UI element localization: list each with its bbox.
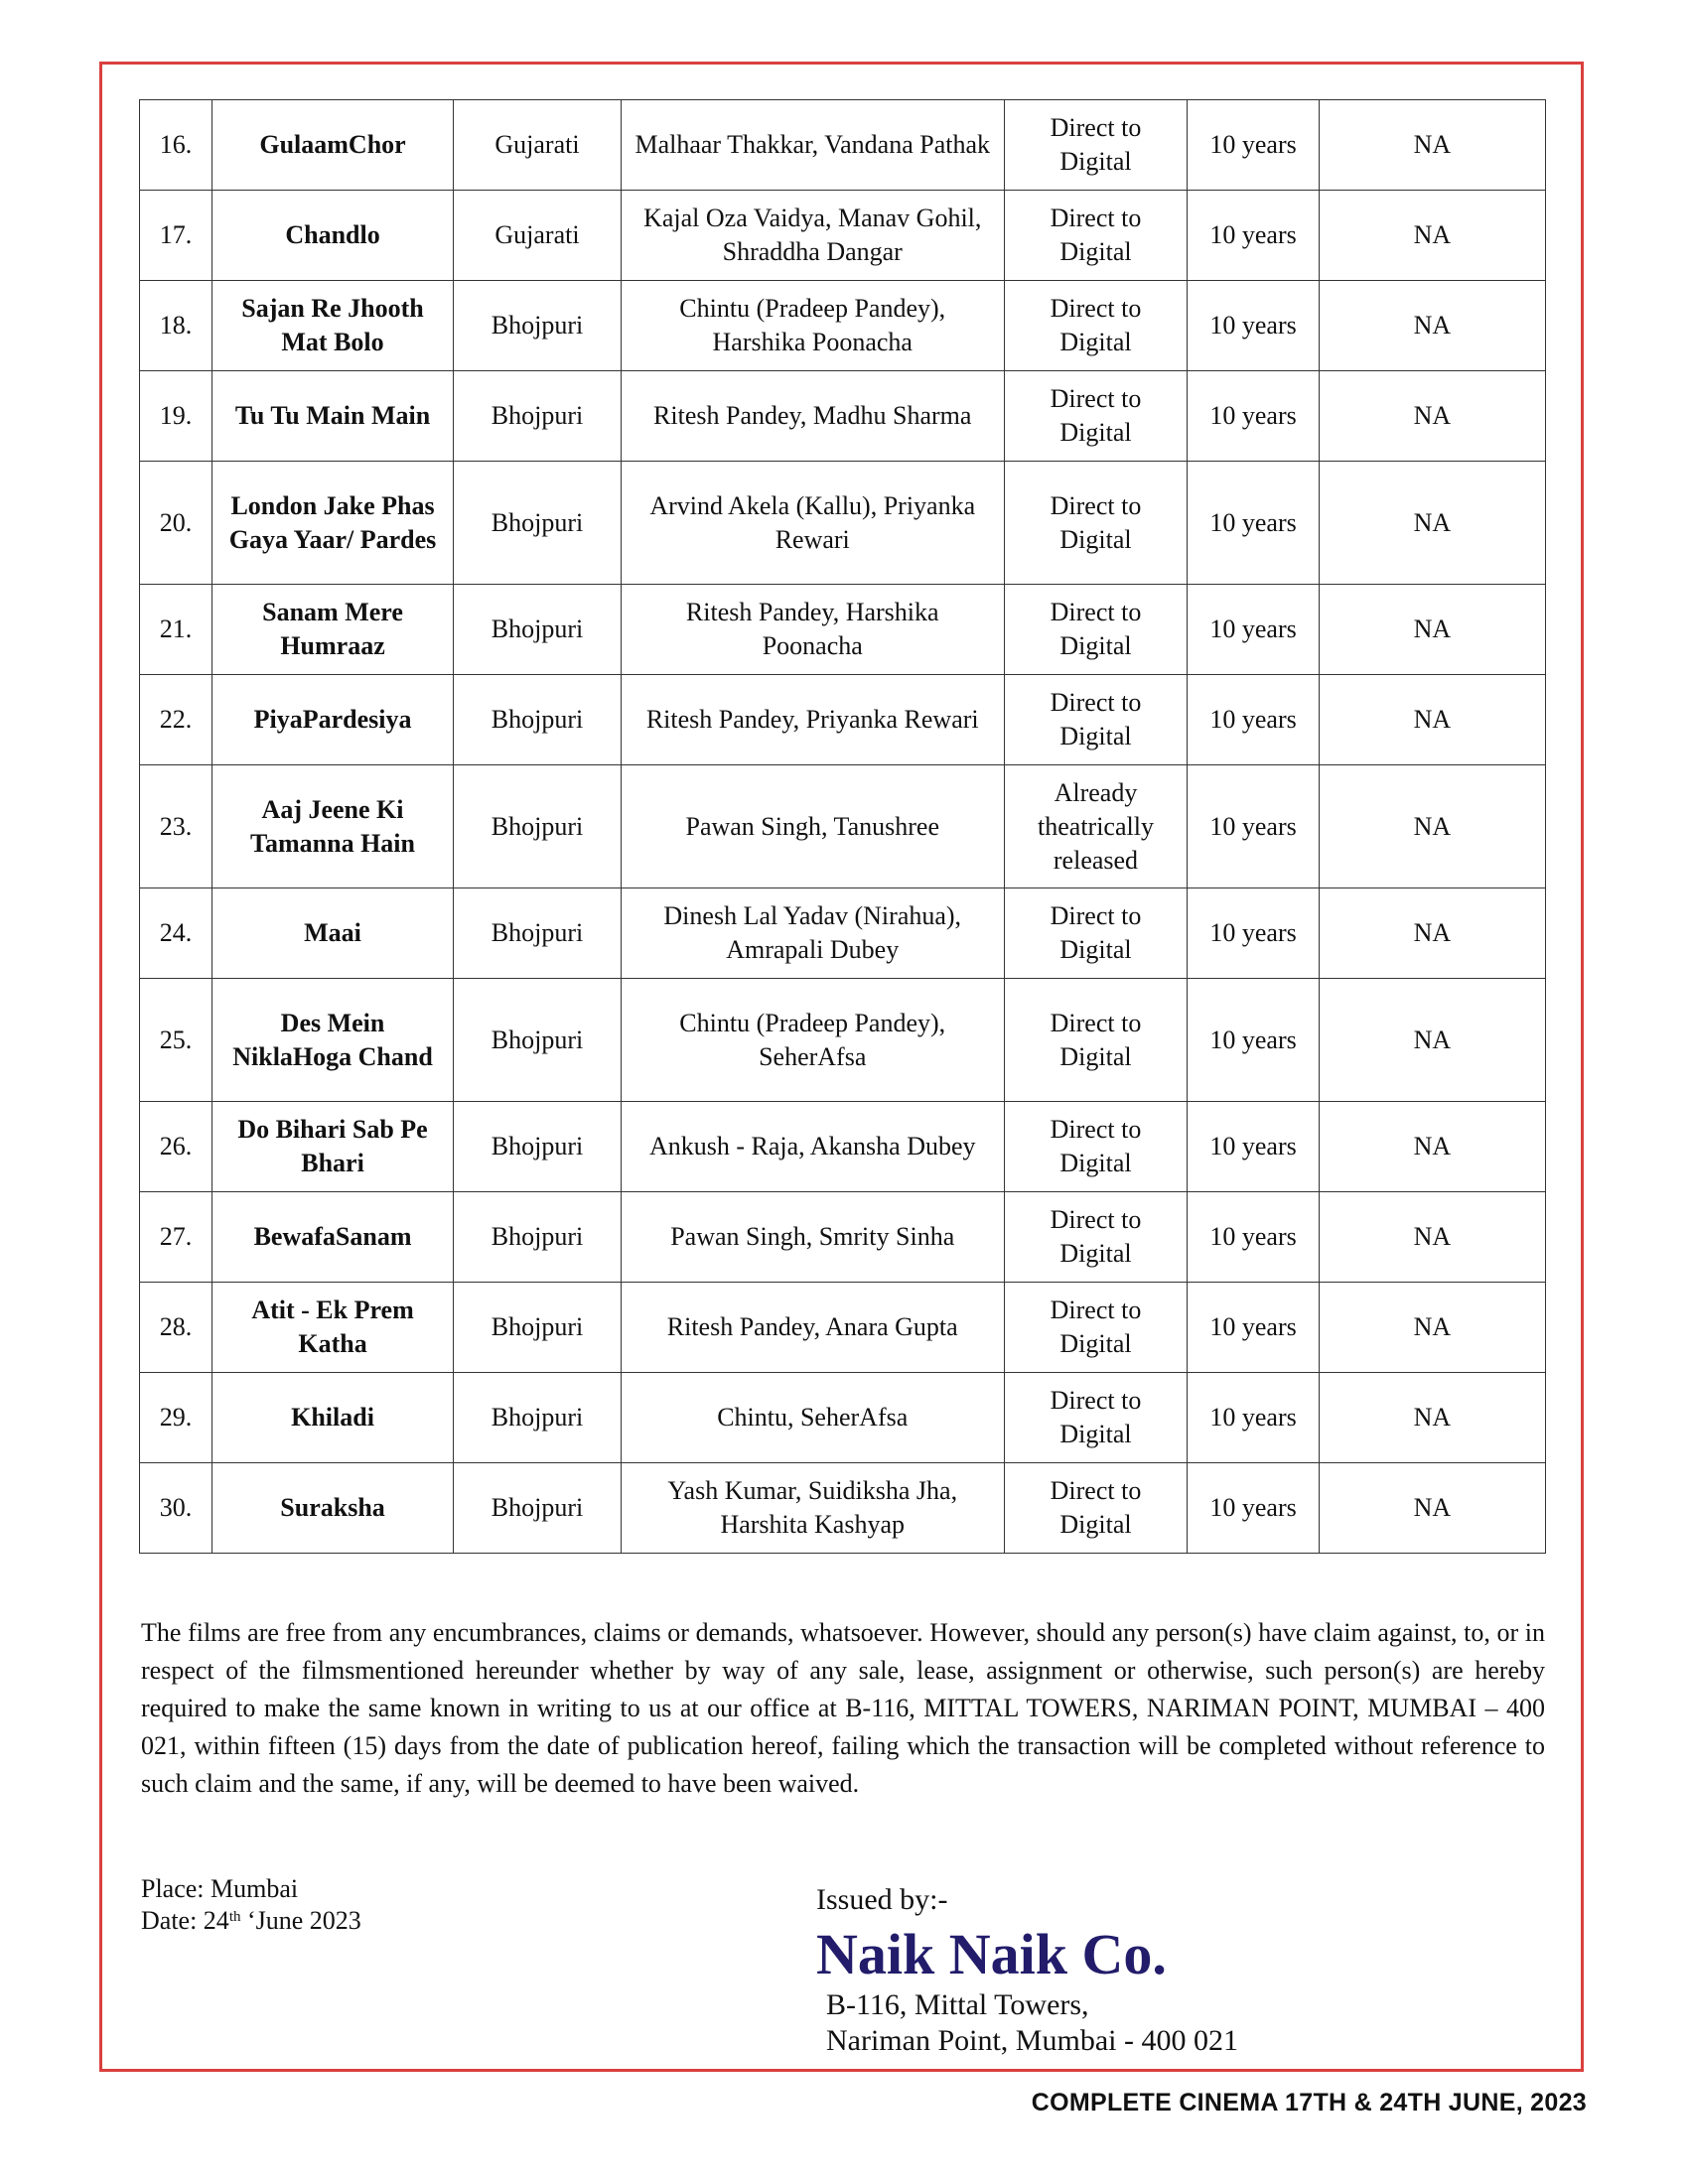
date-ordinal: th (228, 1909, 241, 1925)
table-row (140, 765, 1546, 888)
release-mode-cell: Direct to Digital (1004, 1283, 1188, 1373)
film-title-cell: Aaj Jeene Ki Tamanna Hain (212, 765, 454, 888)
table-row (140, 979, 1546, 1102)
remarks-cell: NA (1319, 1283, 1545, 1373)
remarks-cell: NA (1319, 100, 1545, 191)
film-title-cell: GulaamChor (212, 100, 454, 191)
serial-number-cell: 24. (140, 888, 212, 979)
release-mode-cell: Direct to Digital (1004, 675, 1188, 765)
cast-cell: Chintu (Pradeep Pandey), Harshika Poonacha (621, 281, 1004, 371)
term-cell: 10 years (1188, 281, 1319, 371)
cast-cell: Ritesh Pandey, Priyanka Rewari (621, 675, 1004, 765)
cast-cell: Pawan Singh, Smrity Sinha (621, 1192, 1004, 1283)
publication-footer: COMPLETE CINEMA 17TH & 24TH JUNE, 2023 (1031, 2089, 1587, 2116)
term-cell: 10 years (1188, 1463, 1319, 1554)
serial-number-cell: 30. (140, 1463, 212, 1554)
table-row (140, 675, 1546, 765)
cast-cell: Pawan Singh, Tanushree (621, 765, 1004, 888)
table-row (140, 281, 1546, 371)
release-mode-cell: Direct to Digital (1004, 281, 1188, 371)
cast-cell: Dinesh Lal Yadav (Nirahua), Amrapali Dubey (621, 888, 1004, 979)
language-cell: Bhojpuri (454, 585, 622, 675)
cast-cell: Malhaar Thakkar, Vandana Pathak (621, 100, 1004, 191)
language-cell: Gujarati (454, 191, 622, 281)
cast-cell: Ritesh Pandey, Anara Gupta (621, 1283, 1004, 1373)
remarks-cell: NA (1319, 371, 1545, 462)
remarks-cell: NA (1319, 1463, 1545, 1554)
language-cell: Bhojpuri (454, 1373, 622, 1463)
term-cell: 10 years (1188, 765, 1319, 888)
serial-number-cell: 29. (140, 1373, 212, 1463)
term-cell: 10 years (1188, 1102, 1319, 1192)
remarks-cell: NA (1319, 462, 1545, 585)
serial-number-cell: 18. (140, 281, 212, 371)
remarks-cell: NA (1319, 191, 1545, 281)
issuer-address-line2: Nariman Point, Mumbai - 400 021 (826, 2024, 1238, 2057)
serial-number-cell: 28. (140, 1283, 212, 1373)
term-cell: 10 years (1188, 1283, 1319, 1373)
table-row (140, 1192, 1546, 1283)
serial-number-cell: 27. (140, 1192, 212, 1283)
film-title-cell: PiyaPardesiya (212, 675, 454, 765)
term-cell: 10 years (1188, 888, 1319, 979)
release-mode-cell: Direct to Digital (1004, 888, 1188, 979)
cast-cell: Ritesh Pandey, Harshika Poonacha (621, 585, 1004, 675)
table-row (140, 371, 1546, 462)
claims-notice: The films are free from any encumbrances, claims or demands, whatsoever. However, should any person(s) have claim against, to, or in respect of the filmsmentioned hereunder whether by way of any sale, lease, assignment or otherwise, such person(s) are hereby required to make the same known in writing to us at our office at B-116, MITTAL TOWERS, NARIMAN POINT, MUMBAI – 400 021, within fifteen (15) days from the date of publication hereof, failing which the transaction will be completed without reference to such claim and the same, if any, will be deemed to have been waived. (141, 1618, 1545, 1798)
term-cell: 10 years (1188, 675, 1319, 765)
term-cell: 10 years (1188, 1192, 1319, 1283)
release-mode-cell: Direct to Digital (1004, 585, 1188, 675)
term-cell: 10 years (1188, 1373, 1319, 1463)
film-title-cell: Tu Tu Main Main (212, 371, 454, 462)
serial-number-cell: 21. (140, 585, 212, 675)
language-cell: Bhojpuri (454, 281, 622, 371)
cast-cell: Chintu, SeherAfsa (621, 1373, 1004, 1463)
remarks-cell: NA (1319, 1192, 1545, 1283)
language-cell: Bhojpuri (454, 1192, 622, 1283)
serial-number-cell: 25. (140, 979, 212, 1102)
serial-number-cell: 22. (140, 675, 212, 765)
cast-cell: Kajal Oza Vaidya, Manav Gohil, Shraddha Dangar (621, 191, 1004, 281)
film-title-cell: Khiladi (212, 1373, 454, 1463)
term-cell: 10 years (1188, 371, 1319, 462)
release-mode-cell: Direct to Digital (1004, 1463, 1188, 1554)
language-cell: Gujarati (454, 100, 622, 191)
cast-cell: Ankush - Raja, Akansha Dubey (621, 1102, 1004, 1192)
film-title-cell: Sajan Re Jhooth Mat Bolo (212, 281, 454, 371)
date-rest: ‘June 2023 (240, 1906, 361, 1935)
films-table-body (140, 100, 1546, 1554)
serial-number-cell: 19. (140, 371, 212, 462)
language-cell: Bhojpuri (454, 888, 622, 979)
remarks-cell: NA (1319, 1373, 1545, 1463)
release-mode-cell: Direct to Digital (1004, 979, 1188, 1102)
table-row (140, 1283, 1546, 1373)
term-cell: 10 years (1188, 462, 1319, 585)
film-title-cell: BewafaSanam (212, 1192, 454, 1283)
issuer-address-line1: B-116, Mittal Towers, (826, 1988, 1089, 2021)
language-cell: Bhojpuri (454, 1463, 622, 1554)
table-row (140, 462, 1546, 585)
language-cell: Bhojpuri (454, 675, 622, 765)
term-cell: 10 years (1188, 979, 1319, 1102)
table-row (140, 888, 1546, 979)
table-row (140, 585, 1546, 675)
language-cell: Bhojpuri (454, 462, 622, 585)
remarks-cell: NA (1319, 281, 1545, 371)
release-mode-cell: Already theatrically released (1004, 765, 1188, 888)
release-mode-cell: Direct to Digital (1004, 191, 1188, 281)
table-row (140, 1102, 1546, 1192)
term-cell: 10 years (1188, 585, 1319, 675)
remarks-cell: NA (1319, 585, 1545, 675)
table-row (140, 100, 1546, 191)
release-mode-cell: Direct to Digital (1004, 1373, 1188, 1463)
serial-number-cell: 23. (140, 765, 212, 888)
cast-cell: Yash Kumar, Suidiksha Jha, Harshita Kashyap (621, 1463, 1004, 1554)
film-title-cell: Suraksha (212, 1463, 454, 1554)
language-cell: Bhojpuri (454, 1283, 622, 1373)
language-cell: Bhojpuri (454, 371, 622, 462)
term-cell: 10 years (1188, 191, 1319, 281)
language-cell: Bhojpuri (454, 1102, 622, 1192)
film-title-cell: Maai (212, 888, 454, 979)
films-table (139, 99, 1546, 1554)
serial-number-cell: 26. (140, 1102, 212, 1192)
release-mode-cell: Direct to Digital (1004, 100, 1188, 191)
release-mode-cell: Direct to Digital (1004, 1102, 1188, 1192)
serial-number-cell: 17. (140, 191, 212, 281)
remarks-cell: NA (1319, 765, 1545, 888)
table-row (140, 191, 1546, 281)
language-cell: Bhojpuri (454, 765, 622, 888)
place: Place: Mumbai (141, 1874, 299, 1903)
date (141, 1905, 361, 1937)
issuer-firm-name: Naik Naik Co. (816, 1922, 1167, 1986)
table-row (140, 1373, 1546, 1463)
remarks-cell: NA (1319, 888, 1545, 979)
serial-number-cell: 20. (140, 462, 212, 585)
remarks-cell: NA (1319, 675, 1545, 765)
language-cell: Bhojpuri (454, 979, 622, 1102)
cast-cell: Chintu (Pradeep Pandey), SeherAfsa (621, 979, 1004, 1102)
term-cell: 10 years (1188, 100, 1319, 191)
film-title-cell: London Jake Phas Gaya Yaar/ Pardes (212, 462, 454, 585)
cast-cell: Ritesh Pandey, Madhu Sharma (621, 371, 1004, 462)
date-prefix: Date: 24 (141, 1906, 229, 1935)
table-row (140, 1463, 1546, 1554)
remarks-cell: NA (1319, 979, 1545, 1102)
remarks-cell: NA (1319, 1102, 1545, 1192)
serial-number-cell: 16. (140, 100, 212, 191)
film-title-cell: Atit - Ek Prem Katha (212, 1283, 454, 1373)
film-title-cell: Chandlo (212, 191, 454, 281)
cast-cell: Arvind Akela (Kallu), Priyanka Rewari (621, 462, 1004, 585)
issued-by-label: Issued by:- (816, 1883, 948, 1916)
release-mode-cell: Direct to Digital (1004, 371, 1188, 462)
film-title-cell: Des Mein NiklaHoga Chand (212, 979, 454, 1102)
film-title-cell: Sanam Mere Humraaz (212, 585, 454, 675)
release-mode-cell: Direct to Digital (1004, 462, 1188, 585)
film-title-cell: Do Bihari Sab Pe Bhari (212, 1102, 454, 1192)
release-mode-cell: Direct to Digital (1004, 1192, 1188, 1283)
